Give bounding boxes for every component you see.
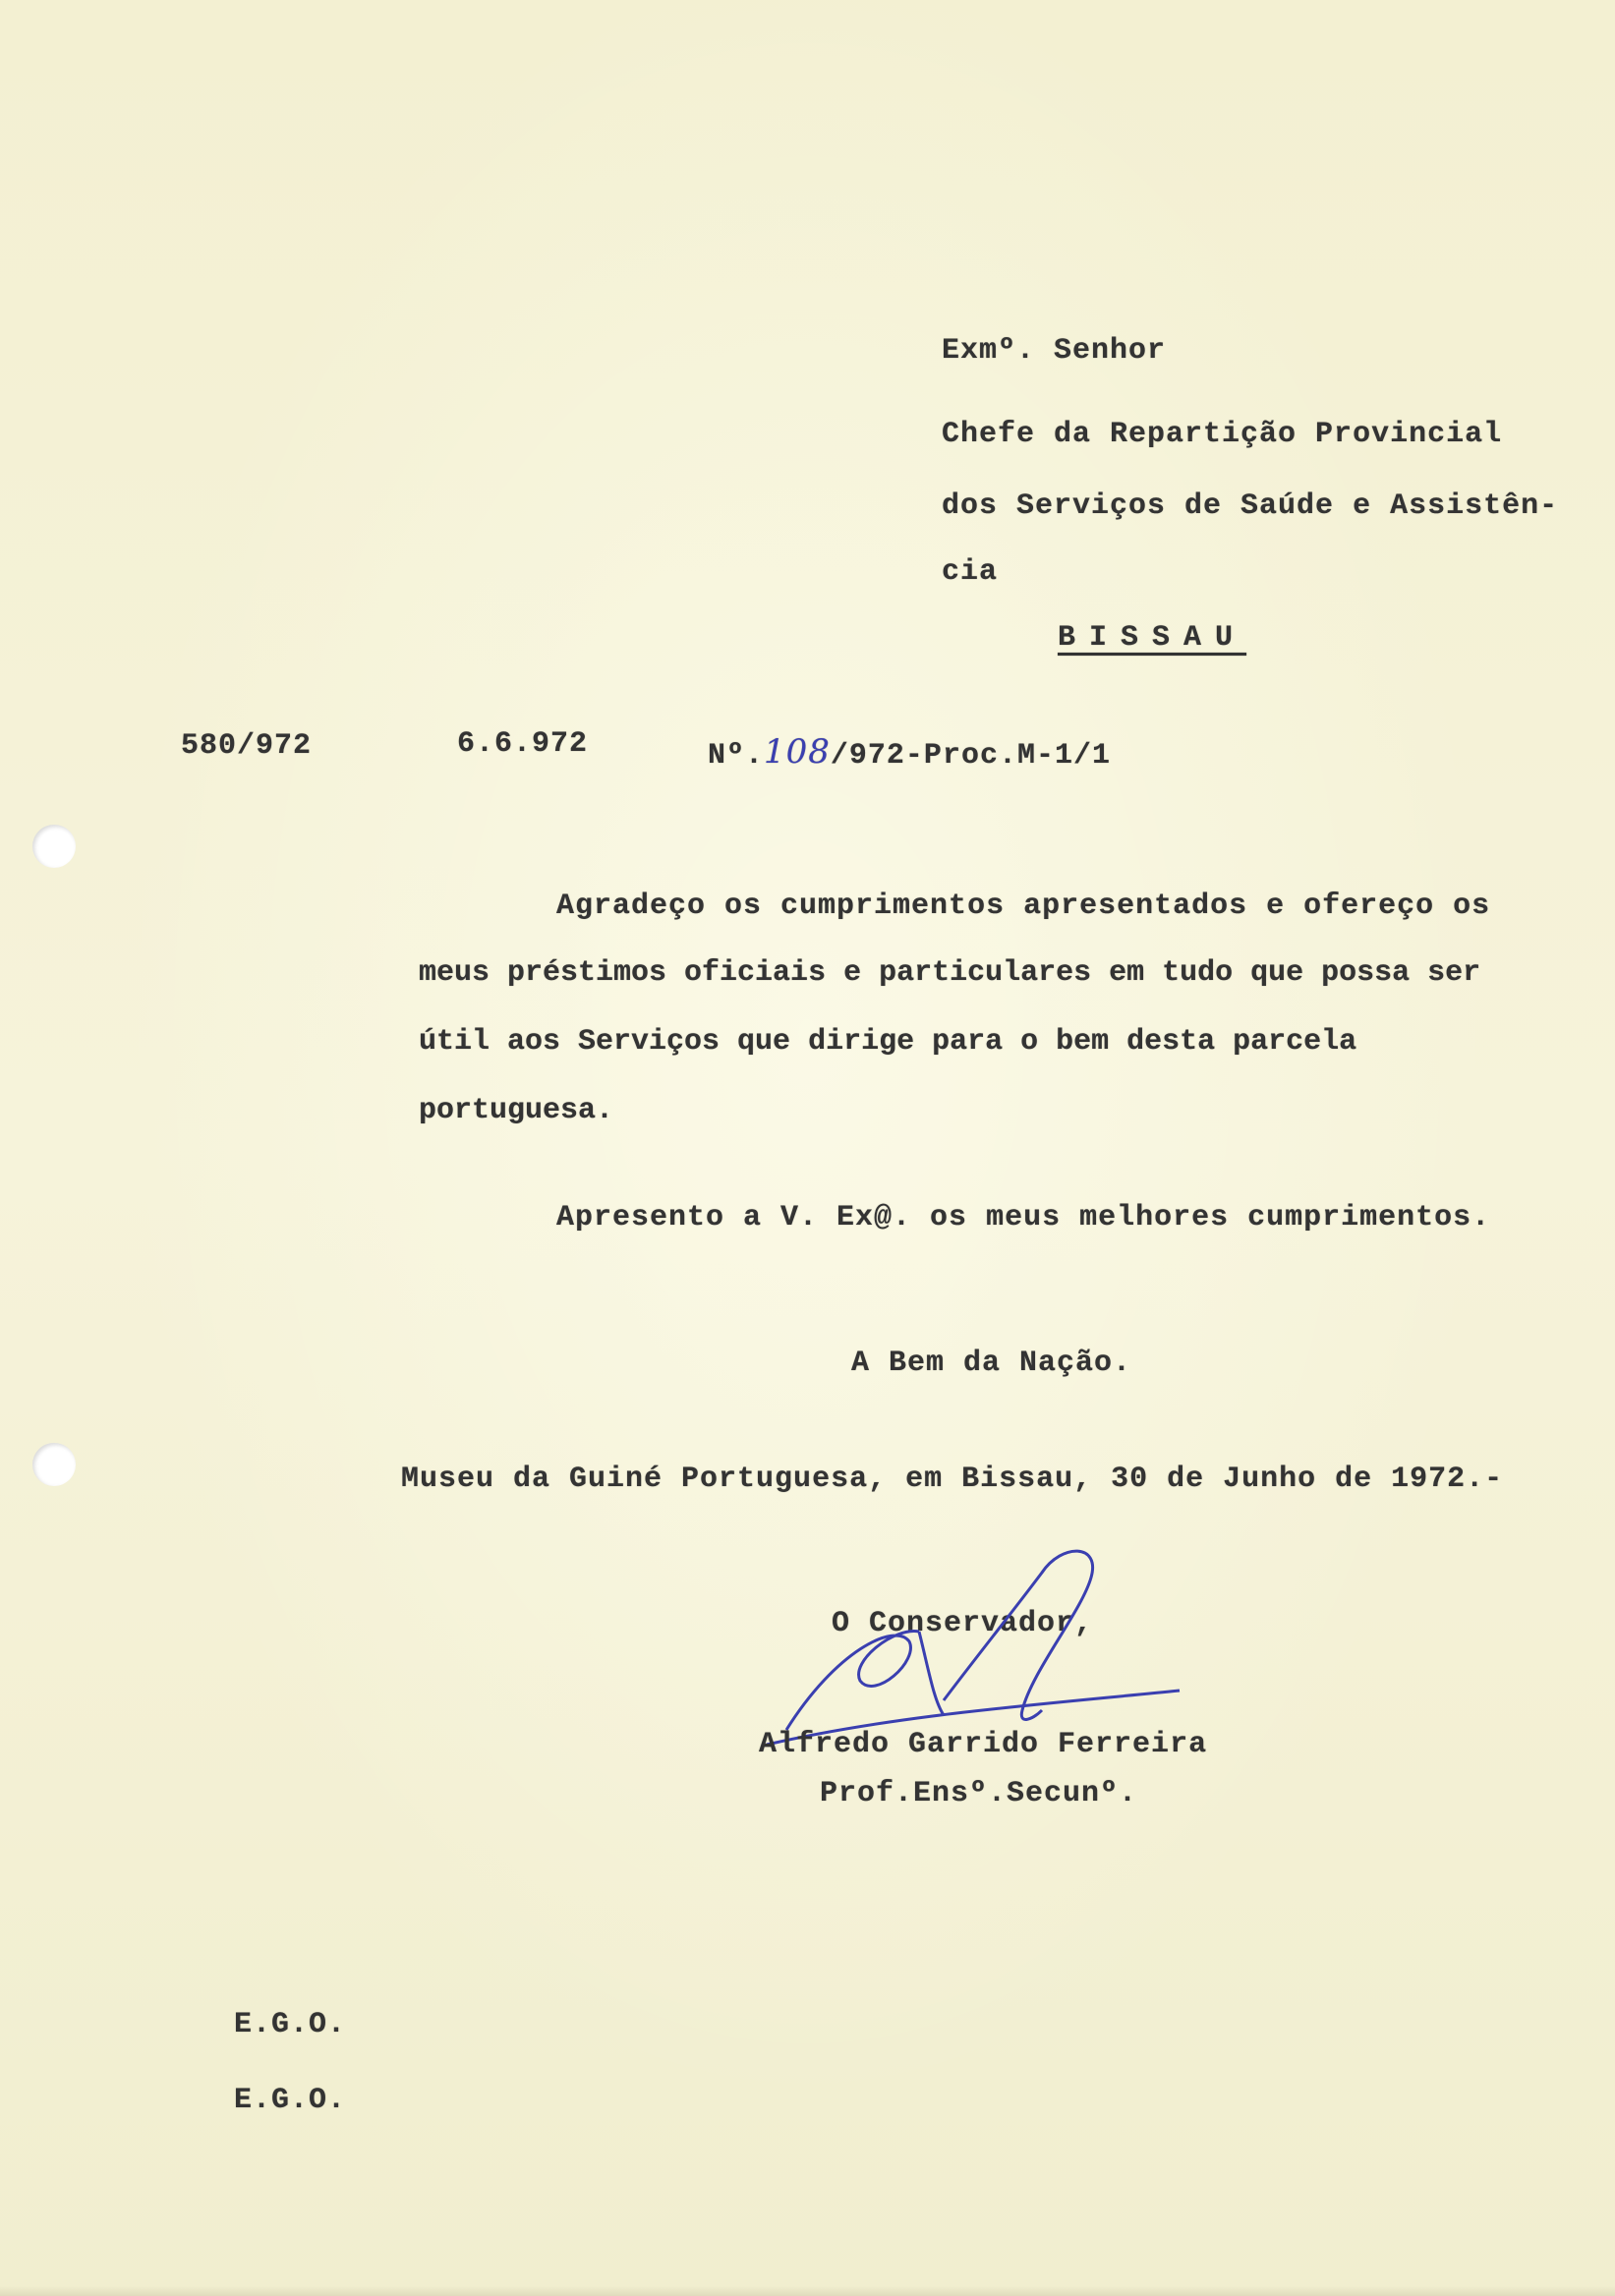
handwritten-signature	[747, 1533, 1219, 1759]
recipient-salutation: Exmº. Senhor	[942, 334, 1167, 368]
signatory-title: O Conservador,	[832, 1607, 1094, 1640]
process-handwritten-number: 108	[764, 732, 831, 772]
paper-edge	[0, 2286, 1615, 2296]
process-prefix: Nº.	[708, 739, 765, 773]
process-number	[708, 732, 1111, 773]
paragraph-2: Apresento a V. Ex@. os meus melhores cumprimentos.	[556, 1201, 1491, 1234]
place-date: Museu da Guiné Portuguesa, em Bissau, 30 de Junho de 1972.-	[401, 1463, 1504, 1496]
paragraph-1-continuation: meus préstimos oficiais e particulares em tudo que possa ser útil aos Serviços que dirige para o bem desta parcela portuguesa.	[419, 956, 1481, 1127]
recipient-line-2: dos Serviços de Saúde e Assistên-	[942, 489, 1559, 523]
signatory-name: Alfredo Garrido Ferreira	[759, 1728, 1208, 1761]
recipient-line-1: Chefe da Repartição Provincial	[942, 418, 1503, 451]
paragraph-1-first-line: Agradeço os cumprimentos apresentados e ofereço os	[556, 890, 1491, 923]
punch-hole-top	[32, 825, 76, 868]
signatory-credentials: Prof.Ensº.Secunº.	[820, 1777, 1138, 1810]
closing-formula: A Bem da Nação.	[851, 1347, 1132, 1380]
copy-notation-2: E.G.O.	[234, 2084, 347, 2117]
process-suffix: /972-Proc.M-1/1	[830, 739, 1111, 773]
reference-date: 6.6.972	[457, 727, 589, 761]
copy-notation-1: E.G.O.	[234, 2008, 347, 2041]
recipient-city: BISSAU	[1058, 621, 1247, 655]
punch-hole-bottom	[32, 1443, 76, 1486]
recipient-line-3: cia	[942, 555, 999, 589]
reference-number: 580/972	[181, 729, 313, 763]
